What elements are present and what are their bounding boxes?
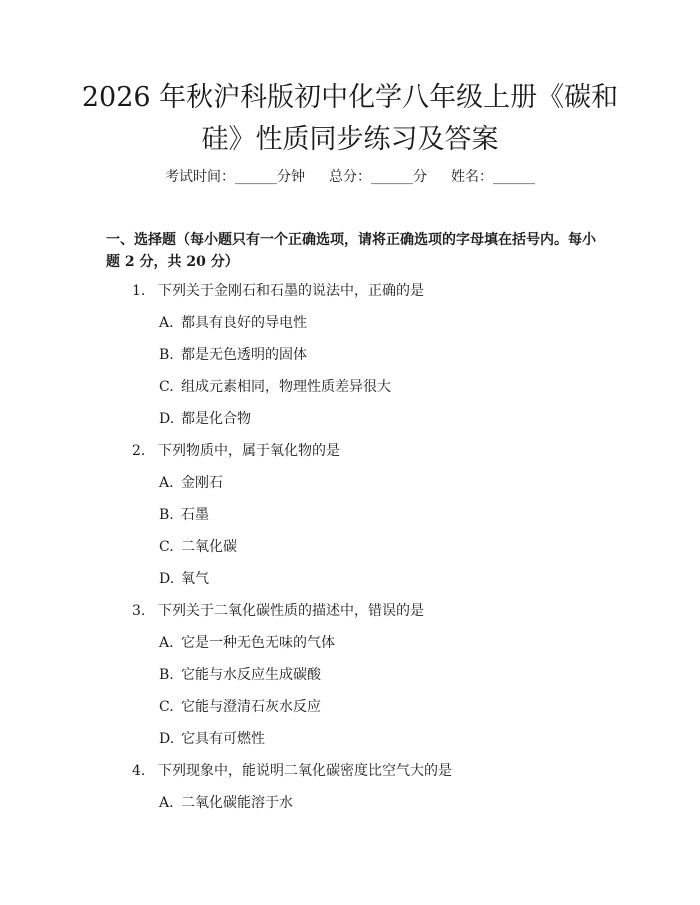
- section-heading-line2: 题 2 分，共 20 分）: [106, 254, 239, 270]
- question-2-option-b: [159, 505, 209, 525]
- option-letter: A.: [159, 315, 174, 331]
- option-text: 二氧化碳: [181, 539, 237, 555]
- total-score-field: 总分：______分: [329, 169, 427, 185]
- option-text: 氧气: [181, 571, 209, 587]
- option-letter: D.: [159, 731, 175, 747]
- question-number: 4.: [132, 763, 146, 779]
- option-letter: D.: [159, 571, 175, 587]
- option-letter: C.: [159, 539, 174, 555]
- question-number: 3.: [132, 603, 146, 619]
- option-text: 它能与水反应生成碳酸: [181, 667, 321, 683]
- option-text: 它具有可燃性: [181, 731, 265, 747]
- page-title-line1: 2026 年秋沪科版初中化学八年级上册《碳和: [81, 82, 619, 113]
- exam-time-field: 考试时间：______分钟: [165, 169, 305, 185]
- option-text: 二氧化碳能溶于水: [181, 795, 293, 811]
- option-letter: B.: [159, 507, 174, 523]
- option-letter: A.: [159, 475, 174, 491]
- question-3-option-a: [159, 633, 335, 653]
- question-3-option-d: [159, 729, 265, 749]
- question-text: 下列物质中，属于氧化物的是: [158, 443, 340, 459]
- question-1-option-d: [159, 409, 251, 429]
- option-text: 金刚石: [181, 475, 223, 491]
- question-4-option-a: [159, 793, 293, 813]
- section-heading: [106, 229, 596, 273]
- page-title-line2: 硅》性质同步练习及答案: [201, 124, 499, 155]
- option-letter: A.: [159, 795, 174, 811]
- exam-meta: [0, 167, 700, 187]
- question-text: 下列现象中，能说明二氧化碳密度比空气大的是: [158, 763, 452, 779]
- question-text: 下列关于二氧化碳性质的描述中，错误的是: [158, 603, 424, 619]
- question-1-option-c: [159, 377, 391, 397]
- section-heading-line1: 一、选择题（每小题只有一个正确选项，请将正确选项的字母填在括号内。每小: [106, 232, 596, 248]
- option-letter: A.: [159, 635, 174, 651]
- question-2: [132, 441, 340, 461]
- option-letter: C.: [159, 379, 174, 395]
- question-2-option-c: [159, 537, 237, 557]
- question-1-option-a: [159, 313, 307, 333]
- option-text: 它能与澄清石灰水反应: [181, 699, 321, 715]
- option-text: 它是一种无色无味的气体: [181, 635, 335, 651]
- option-letter: C.: [159, 699, 174, 715]
- option-letter: B.: [159, 347, 174, 363]
- question-1-option-b: [159, 345, 307, 365]
- option-text: 都具有良好的导电性: [181, 315, 307, 331]
- option-text: 都是化合物: [181, 411, 251, 427]
- question-1: [132, 281, 424, 301]
- student-name-field: 姓名：______: [451, 169, 535, 185]
- question-2-option-a: [159, 473, 223, 493]
- question-3-option-b: [159, 665, 321, 685]
- question-3-option-c: [159, 697, 321, 717]
- question-number: 1.: [132, 283, 146, 299]
- question-text: 下列关于金刚石和石墨的说法中，正确的是: [158, 283, 424, 299]
- question-3: [132, 601, 424, 621]
- option-text: 都是无色透明的固体: [181, 347, 307, 363]
- option-text: 石墨: [181, 507, 209, 523]
- question-2-option-d: [159, 569, 209, 589]
- option-letter: B.: [159, 667, 174, 683]
- option-text: 组成元素相同，物理性质差异很大: [181, 379, 391, 395]
- question-number: 2.: [132, 443, 146, 459]
- option-letter: D.: [159, 411, 175, 427]
- question-4: [132, 761, 452, 781]
